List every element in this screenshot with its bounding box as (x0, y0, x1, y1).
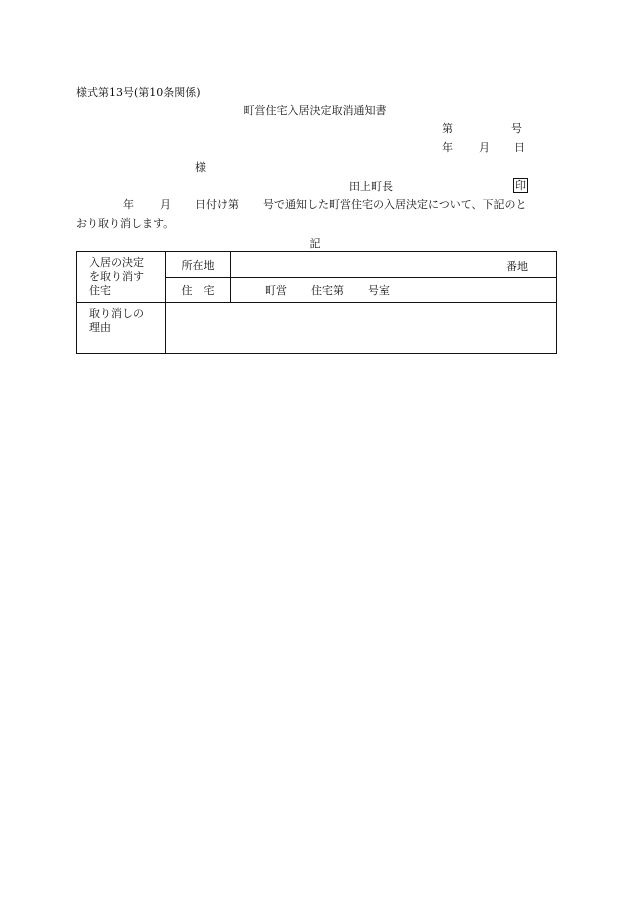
reason-header-line2: 理由 (89, 321, 111, 334)
number-prefix: 第 (442, 122, 453, 135)
number-suffix: 号 (511, 122, 522, 135)
chouei-text: 町営 (265, 284, 287, 297)
location-label: 所在地 (166, 252, 231, 278)
house-header-line1: 入居の決定 (89, 256, 144, 269)
recipient-suffix: 様 (195, 161, 206, 174)
body-year: 年 (123, 198, 134, 211)
body-line-2: おり取り消します。 (76, 217, 175, 230)
body-line-1 (76, 198, 527, 212)
date-year: 年 (442, 141, 453, 154)
issue-date (442, 141, 525, 155)
reason-value[interactable] (166, 303, 557, 354)
date-month: 月 (479, 141, 490, 154)
record-table (76, 251, 557, 354)
reason-header-line1: 取り消しの (89, 307, 144, 320)
body-text: 号で通知した町営住宅の入居決定について、下記のと (263, 198, 527, 211)
room-suffix: 号室 (368, 284, 390, 297)
form-number: 様式第13号(第10条関係) (76, 86, 201, 99)
house-label: 住 宅 (166, 278, 231, 303)
date-day: 日 (514, 141, 525, 154)
seal-mark: 印 (515, 179, 526, 192)
house-value[interactable] (231, 278, 557, 303)
ki-heading: 記 (309, 237, 321, 250)
location-value[interactable] (231, 252, 557, 278)
house-header-line3: 住宅 (89, 284, 111, 297)
body-date-ref: 日付け第 (195, 198, 239, 211)
body-month: 月 (160, 198, 171, 211)
reason-header-cell (77, 303, 166, 354)
document-title: 町営住宅入居決定取消通知書 (243, 104, 387, 117)
issuer-name: 田上町長 (349, 180, 393, 193)
house-header-line2: を取り消す (89, 270, 144, 283)
document-number (442, 122, 522, 136)
banchi-suffix: 番地 (506, 260, 528, 273)
house-number-prefix: 住宅第 (311, 284, 344, 297)
house-header-cell (77, 252, 166, 303)
